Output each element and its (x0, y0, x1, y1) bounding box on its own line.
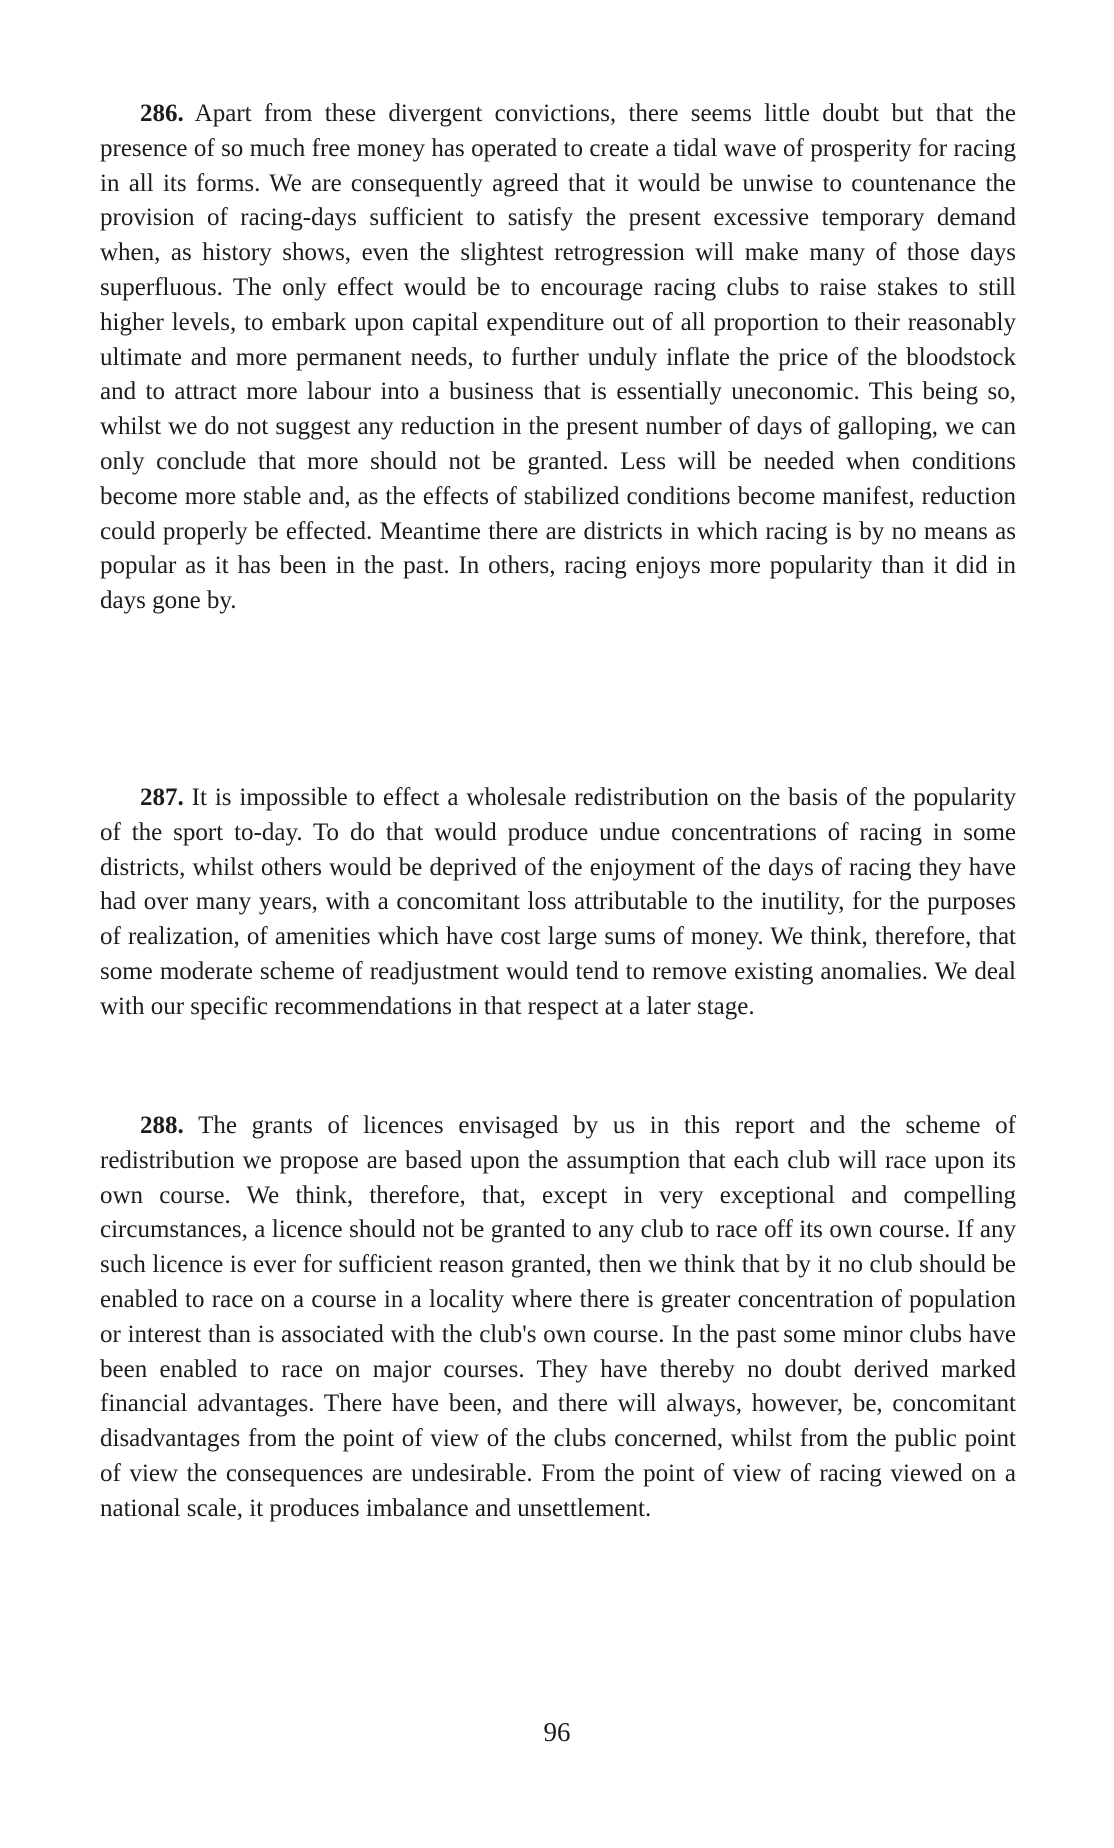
paragraph-286 (100, 97, 1016, 619)
paragraph-number: 287. (140, 784, 184, 811)
page-number: 96 (543, 1717, 571, 1747)
paragraph-body (100, 1109, 1016, 1527)
paragraph-number: 286. (140, 100, 184, 127)
paragraph-text: It is impossible to effect a wholesale redistribution on the basis of the popularity of the sport to-day. To do that would produce undue concentrations of racing in some districts, whilst others would be deprived of the enjoyment of the days of racing they have had over many years, with a concomitant loss attributable to the inutility, for the purposes of realization, of amenities which have cost large sums of money. We think, therefore, that some moderate scheme of readjustment would tend to remove existing anomalies. We deal with our specific recommendations in that respect at a later stage. (100, 784, 1016, 1020)
paragraph-number: 288. (140, 1112, 184, 1139)
paragraph-text: The grants of licences envisaged by us in this report and the scheme of redistribution we propose are based upon the assumption that each club will race upon its own course. We think, therefore, that, except in very exceptional and compelling circumstances, a licence should not be granted to any club to race off its own course. If any such licence is ever for sufficient reason granted, then we think that by it no club should be enabled to race on a course in a locality where there is greater concentration of population or interest than is associated with the club's own course. In the past some minor clubs have been enabled to race on major courses. They have thereby no doubt derived marked financial advantages. There have been, and there will always, however, be, concomitant disadvantages from the point of view of the clubs concerned, whilst from the public point of view the consequences are undesirable. From the point of view of racing viewed on a national scale, it produces imbalance and unsettlement. (100, 1112, 1016, 1522)
paragraph-288 (100, 1109, 1016, 1527)
paragraph-body (100, 781, 1016, 1025)
paragraph-text: Apart from these divergent convictions, there seems little doubt but that the presence of so much free money has operated to create a tidal wave of prosperity for racing in all its forms. We are consequently agreed that it would be unwise to countenance the provision of racing-days sufficient to satisfy the present excessive temporary demand when, as history shows, even the slightest retrogression will make many of those days superfluous. The only effect would be to encourage racing clubs to raise stakes to still higher levels, to embark upon capital expenditure out of all proportion to their reasonably ultimate and more permanent needs, to further unduly inflate the price of the bloodstock and to attract more labour into a business that is essentially uneconomic. This being so, whilst we do not suggest any reduction in the present number of days of galloping, we can only conclude that more should not be granted. Less will be needed when conditions become more stable and, as the effects of stabilized conditions become manifest, reduction could properly be effected. Meantime there are districts in which racing is by no means as popular as it has been in the past. In others, racing enjoys more popularity than it did in days gone by. (100, 100, 1016, 615)
paragraph-body (100, 97, 1016, 619)
paragraph-287 (100, 781, 1016, 1025)
